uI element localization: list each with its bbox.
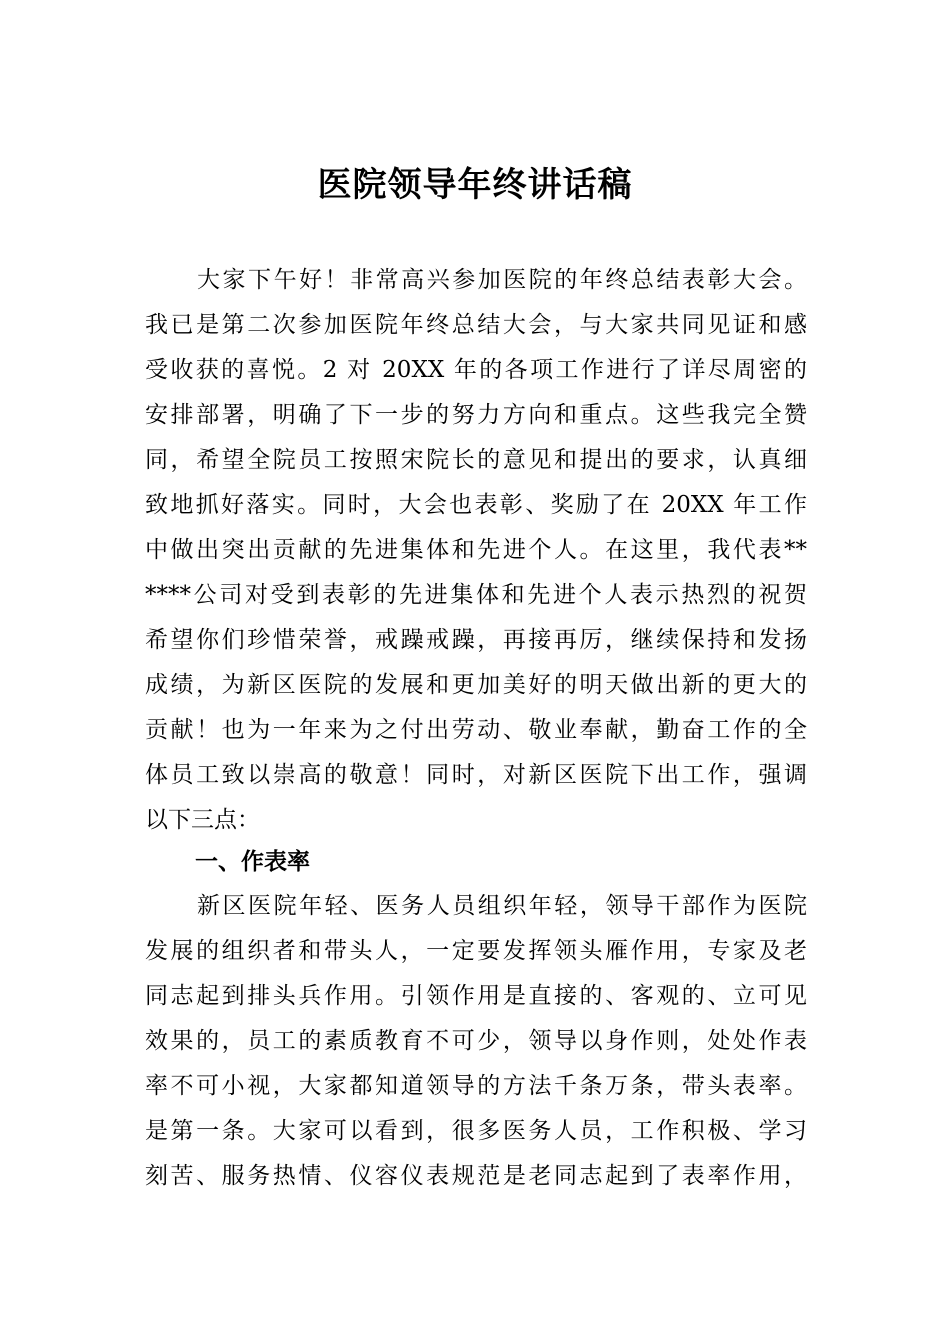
paragraph-line: 刻苦、服务热情、仪容仪表规范是老同志起到了表率作用， [145, 1163, 807, 1189]
paragraph-line: 是第一条。大家可以看到，很多医务人员，工作积极、学习 [145, 1118, 807, 1144]
section-heading: 一、作表率 [195, 849, 310, 875]
paragraph-line: 成绩，为新区医院的发展和更加美好的明天做出新的更大的 [145, 672, 807, 698]
paragraph-line: 新区医院年轻、医务人员组织年轻，领导干部作为医院 [197, 893, 807, 919]
paragraph-line: 我已是第二次参加医院年终总结大会，与大家共同见证和感 [145, 312, 807, 338]
paragraph-line: 中做出突出贡献的先进集体和先进个人。在这里，我代表** [145, 537, 807, 563]
paragraph-line: 同志起到排头兵作用。引领作用是直接的、客观的、立可见 [145, 983, 807, 1009]
paragraph-line: 安排部署，明确了下一步的努力方向和重点。这些我完全赞 [145, 402, 807, 428]
paragraph-line: 受收获的喜悦。2 对 20XX 年的各项工作进行了详尽周密的 [145, 357, 807, 383]
paragraph-line: 以下三点： [145, 807, 260, 833]
paragraph-line: 发展的组织者和带头人，一定要发挥领头雁作用，专家及老 [145, 938, 807, 964]
paragraph-line: 率不可小视，大家都知道领导的方法千条万条，带头表率。 [145, 1073, 807, 1099]
paragraph-line: 体员工致以崇高的敬意！同时，对新区医院下出工作，强调 [145, 762, 807, 788]
paragraph-line: ****公司对受到表彰的先进集体和先进个人表示热烈的祝贺 [145, 582, 807, 608]
document-title: 医院领导年终讲话稿 [317, 165, 633, 205]
paragraph-line: 致地抓好落实。同时，大会也表彰、奖励了在 20XX 年工作 [145, 492, 807, 518]
paragraph-line: 贡献！也为一年来为之付出劳动、敬业奉献，勤奋工作的全 [145, 717, 807, 743]
paragraph-line: 同，希望全院员工按照宋院长的意见和提出的要求，认真细 [145, 447, 807, 473]
paragraph-line: 效果的，员工的素质教育不可少，领导以身作则，处处作表 [145, 1028, 807, 1054]
paragraph-line: 大家下午好！非常高兴参加医院的年终总结表彰大会。 [197, 267, 807, 293]
paragraph-line: 希望你们珍惜荣誉，戒躁戒躁，再接再厉，继续保持和发扬 [145, 627, 807, 653]
